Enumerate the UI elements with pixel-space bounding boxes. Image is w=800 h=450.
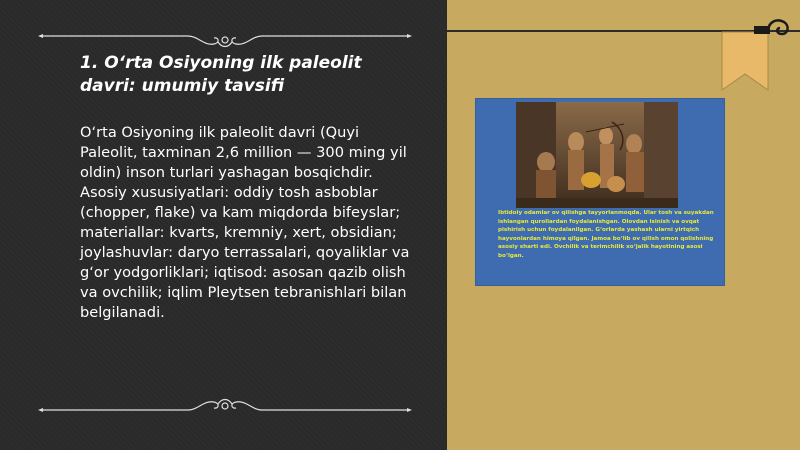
flourish-divider-bottom-icon xyxy=(38,392,412,416)
slide-title: 1. O‘rta Osiyoning ilk paleolit davri: umumiy tavsifi xyxy=(80,53,362,96)
bookmark-ribbon-icon xyxy=(716,16,792,100)
image-caption: Ibtidoiy odamlar ov qilishga tayyorlanmoqda. Ular tosh va suyakdan ishlangan qurollardan foydalanishgan. Olovdan isinish va ovqat pishirish uchun foydalanilgan. G‘orlarda yashash ularni yirtqich hayvonlardan himoya qilgan. Jamoa bo‘lib ov qilish omon qolishning asosiy sharti edi. Ovchilik va terimchilik xo‘jalik hayotining asosi bo‘lgan. xyxy=(498,210,714,259)
slide-body-text: O‘rta Osiyoning ilk paleolit davri (Quyi Paleolit, taxminan 2,6 million — 300 ming yil oldin) inson turlari yashagan bosqichdir. Asosiy xususiyatlari: oddiy tosh asboblar (chopper, flake) va kam miqdorda bifeyslar; materiallar: kvarts, kremniy, xert, obsidian; joylashuvlar: daryo terrassalari, qoyaliklar va g‘or yodgorliklari; iqtisod: asosan qazib olish va ovchilik; iqlim Pleytsen tebranishlari bilan belgilanadi. xyxy=(80,124,410,321)
image-card xyxy=(475,98,725,286)
prehistoric-hunters-picture xyxy=(516,102,678,208)
flourish-divider-top-icon xyxy=(38,30,412,54)
